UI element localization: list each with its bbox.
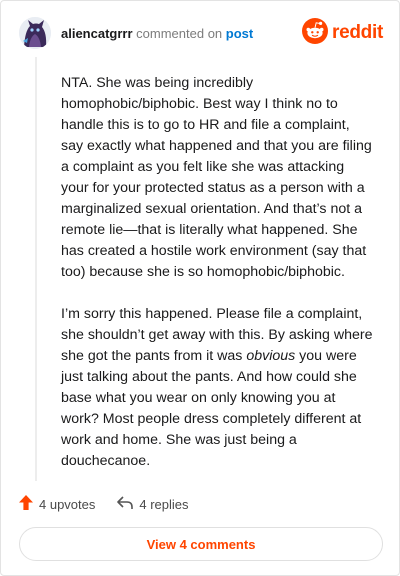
commented-on-text: commented on [136, 25, 223, 41]
comment-text: I’m sorry this happened. Please file a complaint, she shouldn’t get away with this. By asking where she got the pants from it was [61, 306, 373, 364]
reddit-logo[interactable] [302, 18, 383, 49]
reply-button[interactable] [117, 496, 188, 513]
emphasized-text: obvious [246, 348, 296, 364]
comment-paragraph-1: NTA. She was being incredibly homophobic/biphobic. Best way I think no to handle this is to go to HR and file a complaint, say exactly what happened and that you are filing a complaint as you felt like she was attacking your for your protected status as a person with a marginalized sexual orientation. And that’s not a remote lie—that is literally what happened. She has created a hostile work environment (say that too) because she is so homophobic/biphobic. [61, 75, 372, 280]
upvote-arrow-icon [19, 495, 33, 513]
comment-text: you were just talking about the pants. And how could she base what you wear on only knowing you at work? Most people dress completely different at work and home. She was just being a douchecanoe. [61, 348, 362, 469]
username[interactable]: aliencatgrrr [61, 25, 133, 41]
thread-line[interactable] [35, 57, 37, 481]
upvote-button[interactable] [19, 495, 95, 513]
reply-arrow-icon [117, 496, 133, 513]
upvote-count: 4 upvotes [39, 496, 96, 512]
reddit-wordmark: reddit [332, 22, 383, 43]
comment-meta [61, 26, 253, 41]
view-comments-button[interactable]: View 4 comments [19, 527, 383, 561]
comment-header [19, 15, 383, 51]
reddit-snoo-icon [302, 18, 328, 49]
post-link[interactable]: post [225, 25, 254, 41]
comment-actions [19, 493, 211, 515]
reply-count: 4 replies [139, 496, 189, 512]
comment-body [61, 73, 375, 493]
comment-paragraph-2 [61, 304, 375, 472]
cat-avatar-icon[interactable] [19, 17, 51, 49]
